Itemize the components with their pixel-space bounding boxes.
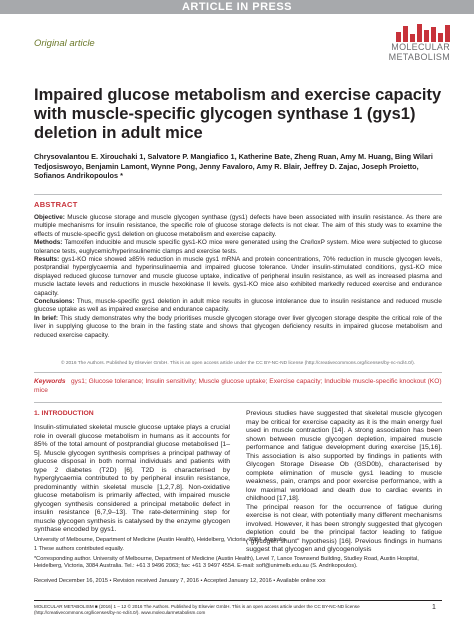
methods-label: Methods: bbox=[34, 239, 63, 247]
copyright-line[interactable]: © 2016 The Authors. Published by Elsevier GmbH. This is an open access article under the CC BY-NC-ND license (http://creativecommons.org/licenses/by-nc-nd/4.0/). bbox=[60, 361, 416, 366]
abstract-body bbox=[34, 214, 442, 340]
introduction-heading: 1. INTRODUCTION bbox=[34, 410, 94, 417]
logo-line-2: METABOLISM bbox=[388, 52, 450, 62]
affiliation: University of Melbourne, Department of Medicine (Austin Health), Heidelberg, Victoria, 3084, Australia bbox=[34, 537, 286, 543]
article-title: Impaired glucose metabolism and exercise capacity with muscle-specific glycogen synthase 1 (gys1) deletion in adult mice bbox=[34, 86, 442, 142]
results-label: Results: bbox=[34, 256, 60, 264]
divider bbox=[34, 600, 442, 601]
objective-label: Objective: bbox=[34, 214, 65, 221]
received-dates: Received December 16, 2015 • Revision received January 7, 2016 • Accepted January 12, 2016 • Available online xxx bbox=[34, 578, 326, 584]
divider bbox=[34, 402, 442, 403]
objective-text: Muscle glucose storage and muscle glycogen synthase (gys1) defects have been associated with insulin resistance. As there are multiple mechanisms for insulin resistance, the specific role of glucose storage defects is not clear. The aim of this study was to examine the effects of muscle-specific gys1 deletion on glucose metabolism and exercise capacity. bbox=[34, 214, 442, 238]
author-list: Chrysovalantou E. Xirouchaki 1, Salvatore P. Mangiafico 1, Katherine Bate, Zheng Ruan, Amy M. Huang, Bing Wilari Tedjosiswoyo, Benjamin Lamont, Wynne Pong, Jenny Favaloro, Amy R. Blair, Jeffrey D. Zajac, Joseph Proietto, Sofianos Andrikopoulos * bbox=[34, 152, 433, 180]
corresponding-author: *Corresponding author. University of Melbourne, Department of Medicine (Austin Health), Level 7, Lance Townsend Building, Studley Road, Austin Hospital, Heidelberg, Victoria, 3084 Australia. Tel.: +61 3 9496 2063; fax: +61 3 9497 4554. E-mail: sofl@unimelb.edu.au (S. Andrikopoulos). bbox=[34, 555, 419, 570]
keywords bbox=[34, 378, 442, 395]
results-text: gys1-KO mice showed ≥85% reduction in muscle gys1 mRNA and protein concentrations, 70% reduction in muscle glycogen levels, postprandial hyperglycaemia and hyperinsulinaemia and impaired glucose tolerance. Under insulin-stimulated conditions, gys1-KO mice displayed reduced glucose turnover and muscle glucose uptake, indicative of peripheral insulin resistance, as well as increased plasma and muscle lactate levels and reductions in muscle hexokinase II levels. gys1-KO mice also exhibited markedly reduced exercise and endurance capacity. bbox=[34, 256, 442, 297]
brief-text: This study demonstrates why the body prioritises muscle glycogen storage over liver glycogen storage despite the critical role of the liver in supplying glucose to the brain in the fasting state and shows that glycogen deficiency results in impaired glucose metabolism and reduced exercise capacity. bbox=[34, 314, 442, 339]
abstract-heading: ABSTRACT bbox=[34, 200, 78, 209]
article-in-press-banner: ARTICLE IN PRESS bbox=[0, 0, 474, 14]
page-number: 1 bbox=[432, 604, 436, 611]
keywords-label: Keywords bbox=[34, 378, 66, 385]
section-kind: Original article bbox=[34, 38, 95, 49]
divider bbox=[34, 372, 442, 373]
footnotes bbox=[34, 537, 442, 573]
brief-label: In brief: bbox=[34, 314, 58, 322]
equal-contribution-note: 1 These authors contributed equally. bbox=[34, 546, 124, 553]
divider bbox=[34, 194, 442, 195]
intro-paragraph-2: Previous studies have suggested that skeletal muscle glycogen may be critical for exercise capacity as it is the main energy fuel used in muscle contraction [14]. A strong association has been shown between muscle glycogen depletion, impaired muscle performance and fatigue development during exercise [15,16]. This association is also supported by findings in patients with Glycogen Storage Disease Ob (GSD0b), characterised by complete elimination of muscle gys1 leading to muscle weakness, pain, cramps and poor exercise performance, with a low maximal workload and death due to cardiac events in childhood [17,18]. bbox=[246, 410, 442, 502]
conclusions-text: Thus, muscle-specific gys1 deletion in adult mice results in glucose intolerance due to insulin resistance and reduced muscle glucose uptake as well as impaired exercise and endurance capacity. bbox=[34, 298, 442, 314]
right-column bbox=[246, 410, 442, 555]
conclusions-label: Conclusions: bbox=[34, 298, 75, 306]
logo-line-1: MOLECULAR bbox=[391, 42, 450, 52]
keywords-list[interactable]: gys1; Glucose tolerance; Insulin sensitivity; Muscle glucose uptake; Exercise capacity; Inducible muscle-specific knockout (KO) mice bbox=[34, 378, 442, 394]
methods-text: Tamoxifen inducible and muscle specific gys1-KO mice were generated using the Cre/loxP system. Mice were subjected to glucose tolerance tests, euglycemic/hyperinsulinemic clamps and exercise tests. bbox=[34, 239, 442, 255]
intro-paragraph-3: The principal reason for the occurrence of fatigue during exercise is not clear, with potentially many different mechanisms involved. However, it has been strongly suggested that glycogen depletion could be the principal factor leading to fatigue ("glycogen shunt" hypothesis) [16]. Previous findings in humans suggest that glycogen and glycogenolysis bbox=[246, 503, 442, 553]
page-footer: MOLECULAR METABOLISM ■ (2016) 1 – 12 © 2016 The Authors. Published by Elsevier GmbH. This is an open access article under the CC BY-NC-ND license (http://creativecommons.org/licenses/by-nc-nd/4.0/). www.molecularmetabolism.com bbox=[34, 604, 360, 615]
left-column bbox=[34, 424, 230, 535]
intro-paragraph: Insulin-stimulated skeletal muscle glucose uptake plays a crucial role in overall glucose metabolism in humans as it accounts for 85% of the total amount of postprandial glucose metabolised [1–5]. Muscle glycogen synthesis comprises a principal pathway of glucose disposal in both normal individuals and patients with type 2 diabetes (T2D) [6]. T2D is characterised by hyperglycaemia contributed to by peripheral insulin resistance, predominantly within skeletal muscle [1,2,7,8]. Non-oxidative glucose metabolism is primarily affected, with impaired muscle glycogen synthesis considered a principal metabolic defect in insulin resistance [6,7,9–13]. The rate-determining step for muscle glycogen synthesis is catalysed by the enzyme glycogen synthase encoded by gys1. bbox=[34, 424, 230, 533]
logo-bars-icon bbox=[340, 24, 450, 42]
journal-logo[interactable] bbox=[340, 24, 450, 76]
